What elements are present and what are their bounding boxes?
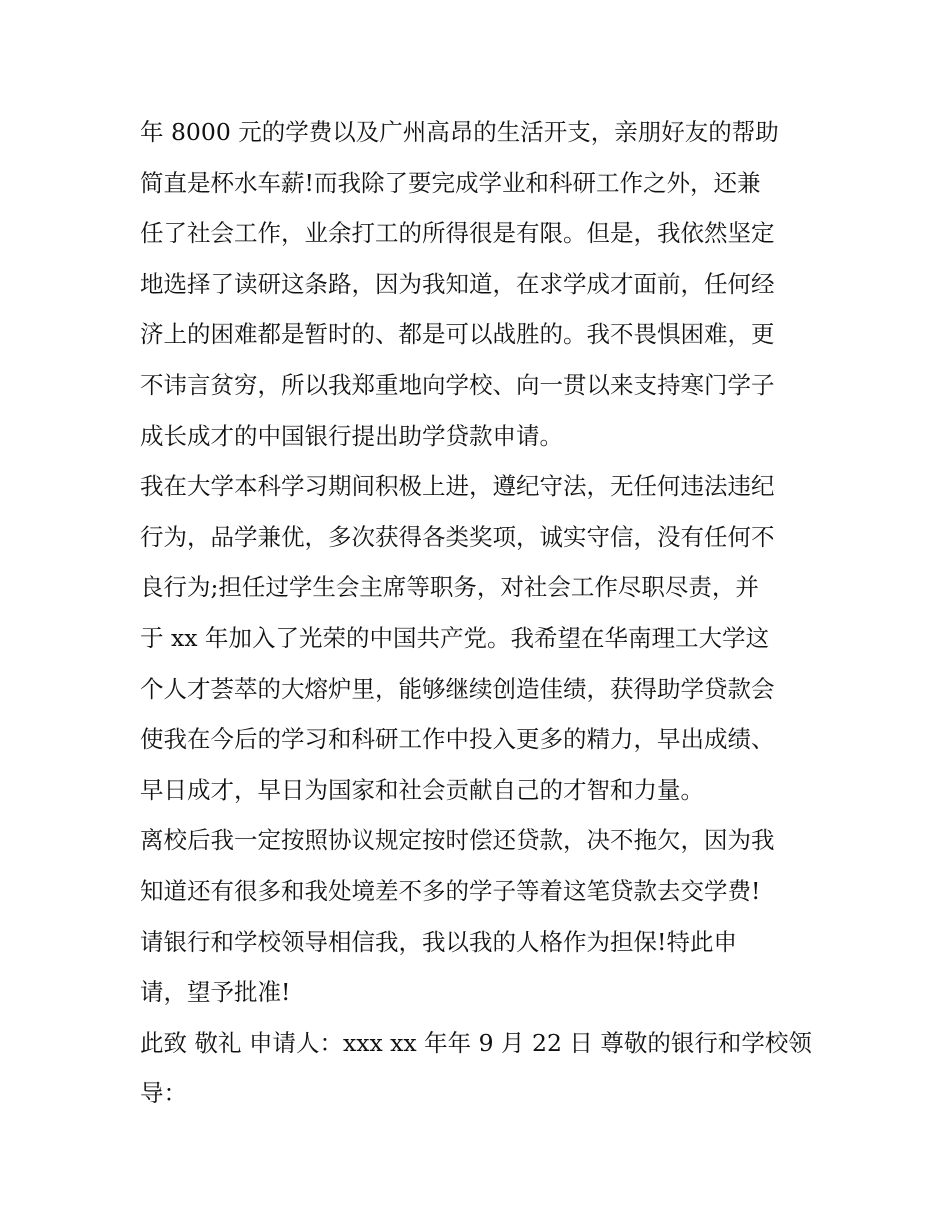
text-line-2: 简直是杯水车薪!而我除了要完成学业和科研工作之外，还兼: [140, 168, 761, 197]
text-line-4: 地选择了读研这条路，因为我知道，在求学成才面前，任何经: [140, 269, 775, 298]
text-line-17: 请银行和学校领导相信我，我以我的人格作为担保!特此申: [140, 927, 737, 956]
text-line-16: 知道还有很多和我处境差不多的学子等着这笔贷款去交学费!: [140, 876, 761, 905]
text-line-7: 成长成才的中国银行提出助学贷款申请。: [140, 421, 563, 450]
text-line-8: 我在大学本科学习期间积极上进，遵纪守法，无任何违法违纪: [140, 472, 775, 501]
text-line-11: 于 xx 年加入了光荣的中国共产党。我希望在华南理工大学这: [140, 623, 769, 652]
text-line-1: 年 8000 元的学费以及广州高昂的生活开支，亲朋好友的帮助: [140, 118, 779, 146]
text-line-18: 请，望予批准!: [140, 978, 291, 1007]
text-line-15: 离校后我一定按照协议规定按时偿还贷款，决不拖欠，因为我: [140, 826, 775, 855]
text-line-3: 任了社会工作，业余打工的所得很是有限。但是，我依然坚定: [140, 219, 775, 248]
text-line-5: 济上的困难都是暂时的、都是可以战胜的。我不畏惧困难，更: [140, 320, 775, 349]
text-line-10: 良行为;担任过学生会主席等职务，对社会工作尽职尽责，并: [140, 573, 759, 602]
text-line-19: 此致 敬礼 申请人：xxx xx 年年 9 月 22 日 尊敬的银行和学校领: [140, 1028, 812, 1057]
text-line-12: 个人才荟萃的大熔炉里，能够继续创造佳绩，获得助学贷款会: [140, 674, 775, 703]
text-line-9: 行为，品学兼优，多次获得各类奖项，诚实守信，没有任何不: [140, 522, 775, 551]
text-line-14: 早日成才，早日为国家和社会贡献自己的才智和力量。: [140, 775, 704, 804]
text-line-6: 不讳言贫穷，所以我郑重地向学校、向一贯以来支持寒门学子: [140, 370, 775, 399]
text-line-20: 导：: [140, 1079, 187, 1108]
text-line-13: 使我在今后的学习和科研工作中投入更多的精力，早出成绩、: [140, 725, 775, 754]
letter-body: [140, 107, 820, 1119]
